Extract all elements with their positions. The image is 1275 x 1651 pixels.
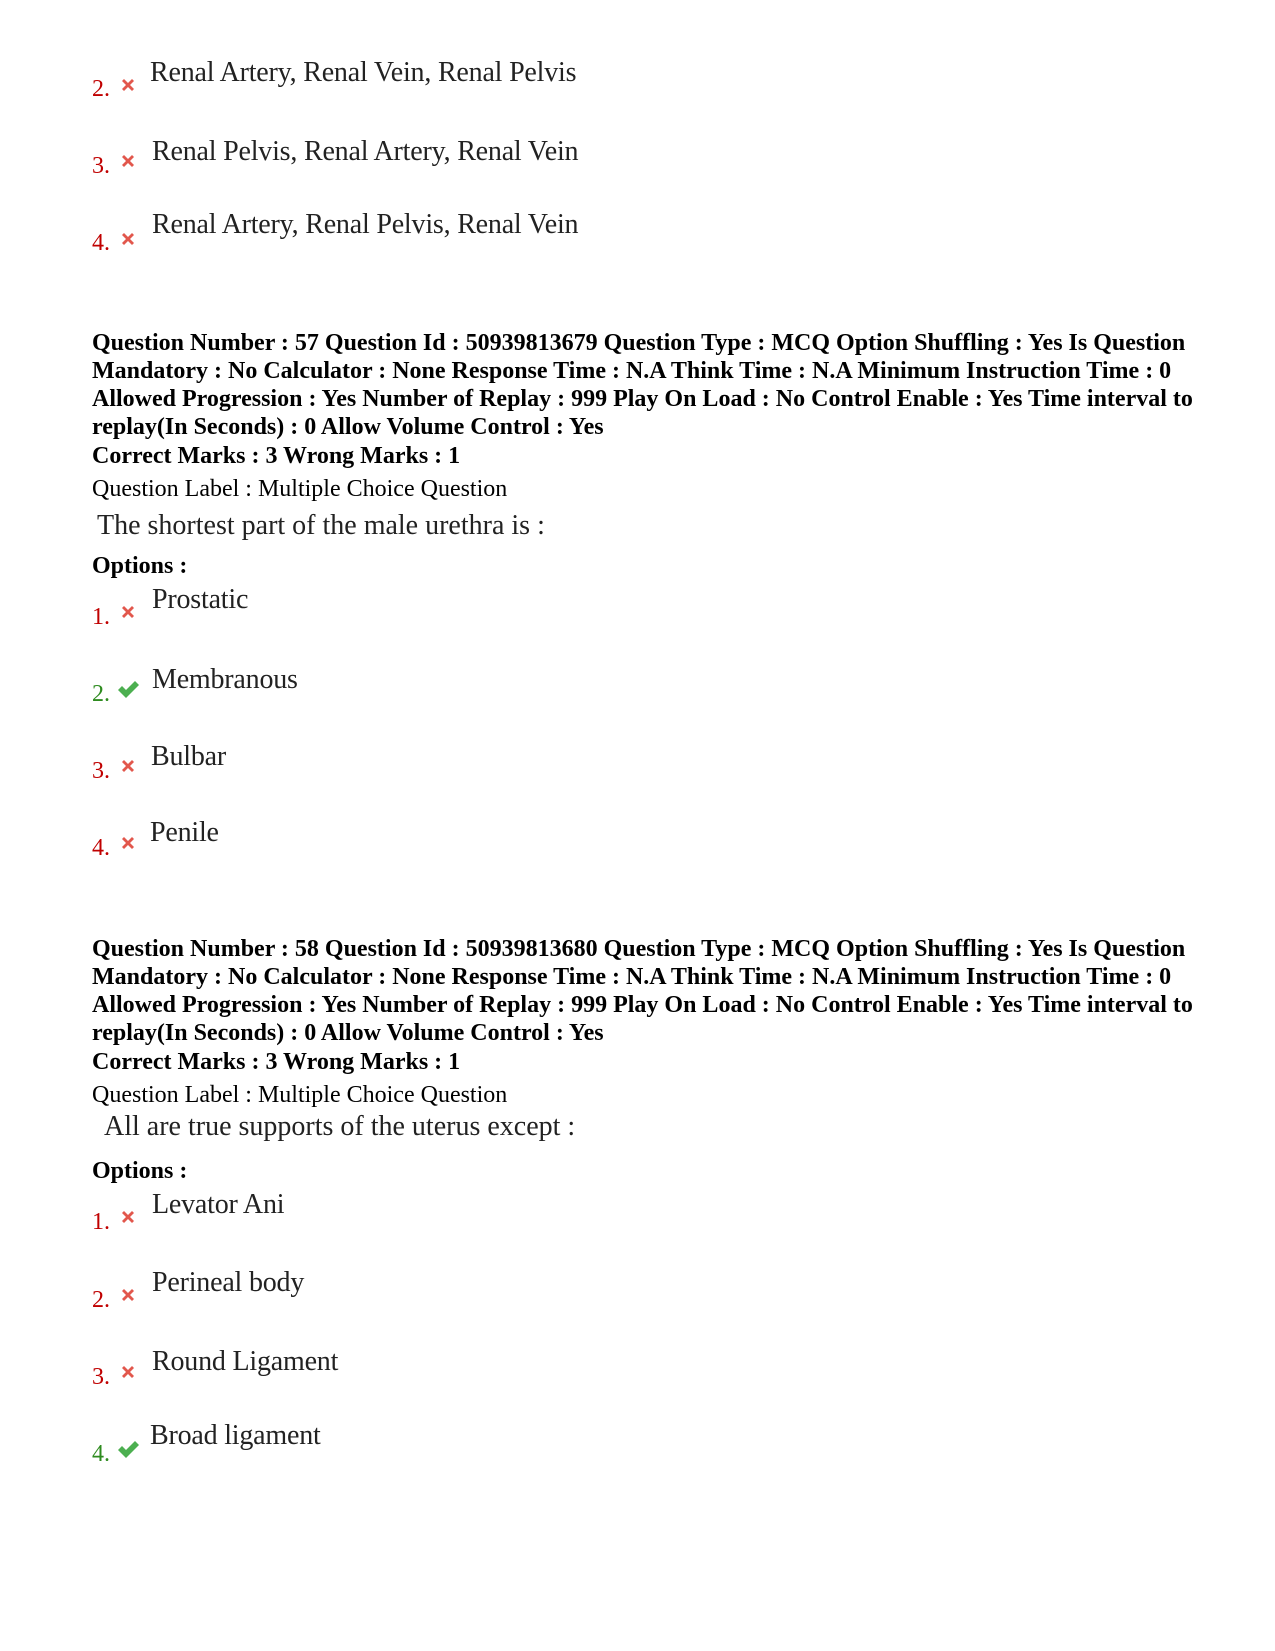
cross-icon xyxy=(118,75,138,95)
question-marks: Correct Marks : 3 Wrong Marks : 1 xyxy=(92,443,461,469)
option-number: 2. xyxy=(92,1287,110,1313)
option-number: 1. xyxy=(92,604,110,630)
option-number: 3. xyxy=(92,758,110,784)
cross-icon xyxy=(118,833,138,853)
cross-icon xyxy=(118,1285,138,1305)
check-icon xyxy=(116,678,140,700)
option-text: Prostatic xyxy=(152,584,249,615)
question-text: All are true supports of the uterus except : xyxy=(104,1111,576,1142)
option-number: 3. xyxy=(92,1364,110,1390)
option-text: Broad ligament xyxy=(150,1420,321,1451)
cross-icon xyxy=(118,151,138,171)
option-number: 2. xyxy=(92,76,110,102)
cross-icon xyxy=(118,602,138,622)
question-meta: Question Number : 58 Question Id : 50939813680 Question Type : MCQ Option Shuffling : Yes Is Question Mandatory : No Calculator : None Response Time : N.A Think Time : N.A Minimum Instruction Time : 0 Allowed Progression : Yes Number of Replay : 999 Play On Load : No Control Enable : Yes Time interval to replay(In Seconds) : 0 Allow Volume Control : Yes xyxy=(92,936,1193,1046)
cross-icon xyxy=(118,1362,138,1382)
question-label: Question Label : Multiple Choice Question xyxy=(92,1082,508,1108)
option-number: 4. xyxy=(92,1441,110,1467)
option-text: Bulbar xyxy=(151,741,227,772)
option-text: Renal Artery, Renal Pelvis, Renal Vein xyxy=(152,209,579,240)
option-text: Perineal body xyxy=(152,1267,305,1298)
question-marks: Correct Marks : 3 Wrong Marks : 1 xyxy=(92,1049,461,1075)
option-text: Levator Ani xyxy=(152,1189,285,1220)
option-text: Renal Pelvis, Renal Artery, Renal Vein xyxy=(152,136,579,167)
option-number: 2. xyxy=(92,681,110,707)
option-number: 4. xyxy=(92,835,110,861)
option-text: Renal Artery, Renal Vein, Renal Pelvis xyxy=(150,57,577,88)
cross-icon xyxy=(118,229,138,249)
question-meta: Question Number : 57 Question Id : 50939813679 Question Type : MCQ Option Shuffling : Yes Is Question Mandatory : No Calculator : None Response Time : N.A Think Time : N.A Minimum Instruction Time : 0 Allowed Progression : Yes Number of Replay : 999 Play On Load : No Control Enable : Yes Time interval to replay(In Seconds) : 0 Allow Volume Control : Yes xyxy=(92,330,1193,440)
option-number: 1. xyxy=(92,1209,110,1235)
cross-icon xyxy=(118,1207,138,1227)
check-icon xyxy=(116,1438,140,1460)
option-text: Membranous xyxy=(152,664,298,695)
option-number: 3. xyxy=(92,153,110,179)
option-text: Penile xyxy=(150,817,219,848)
options-heading: Options : xyxy=(92,553,188,579)
options-heading: Options : xyxy=(92,1158,188,1184)
cross-icon xyxy=(118,756,138,776)
question-label: Question Label : Multiple Choice Question xyxy=(92,476,508,502)
question-text: The shortest part of the male urethra is : xyxy=(97,510,545,541)
option-text: Round Ligament xyxy=(152,1346,339,1377)
option-number: 4. xyxy=(92,230,110,256)
